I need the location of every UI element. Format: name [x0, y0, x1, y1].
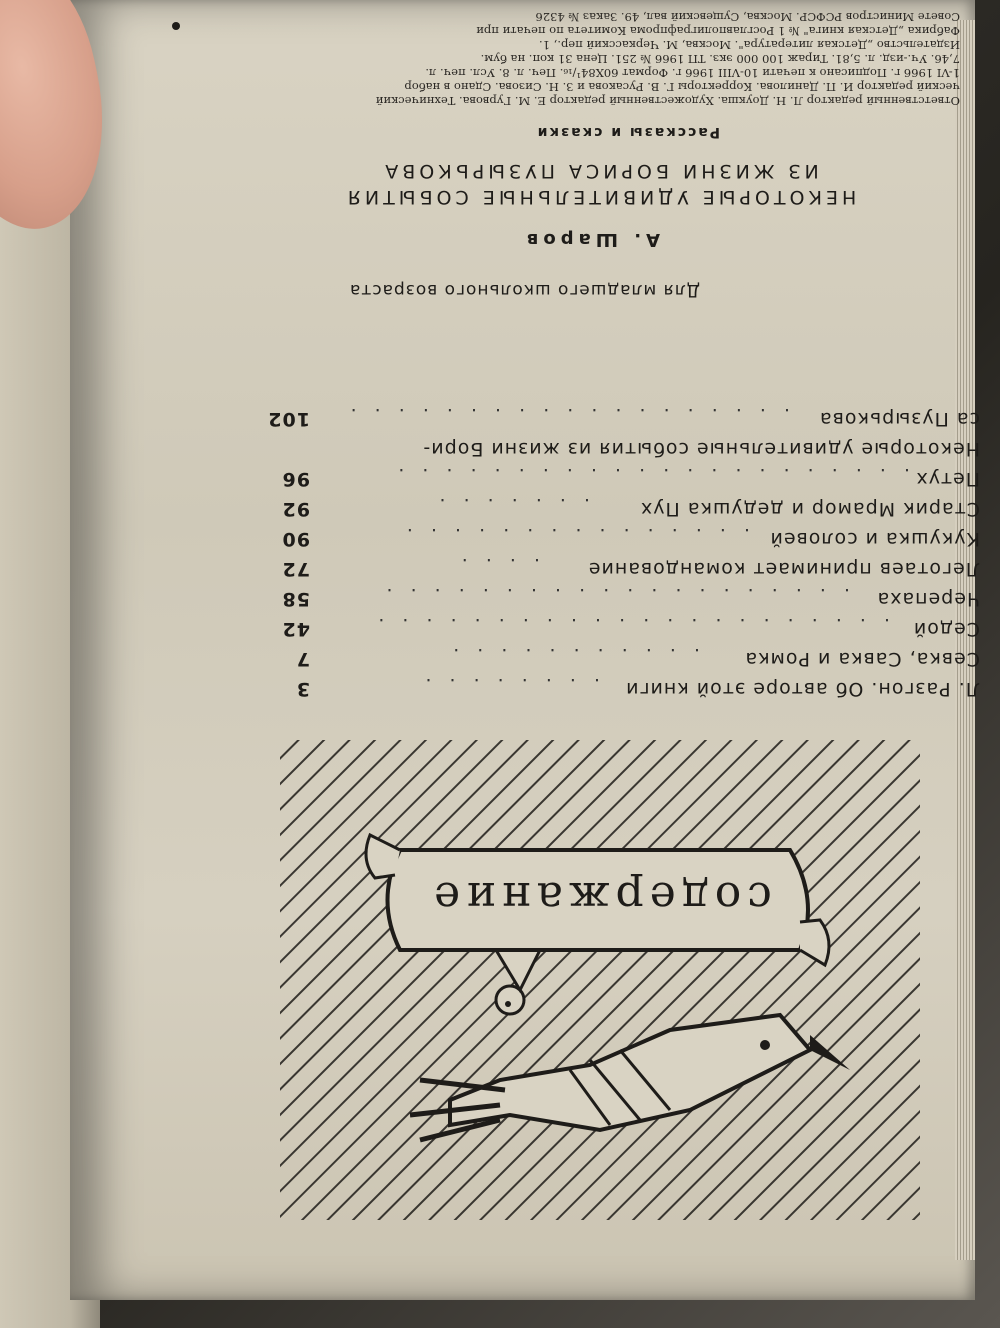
toc-entry [200, 400, 1000, 430]
toc-entry [200, 460, 1000, 490]
book-title-line2: ИЗ ЖИЗНИ БОРИСА ПУЗЫРЬКОВА [381, 160, 819, 182]
toc-entry-page-number: 3 [295, 678, 310, 700]
imprint-line: Издательство „Детская литература". Москва, М. Черкасский пер., 1. [539, 38, 960, 52]
toc-entry-page-number: 90 [281, 528, 310, 550]
book-title-line1: НЕКОТОРЫЕ УДИВИТЕЛЬНЫЕ СОБЫТИЯ [343, 186, 857, 208]
toc-entry-leader-dots: . . . . . . . . . . . . . . . . . . . . [380, 584, 850, 606]
toc-entry [200, 430, 1000, 460]
toc-entry-page-number: 58 [281, 588, 310, 610]
toc-entry-title: Севка, Савка и Ромка [744, 648, 980, 670]
bird-and-scroll-drawing [280, 730, 920, 1240]
toc-entry-leader-dots: . . . . . . . . . . . . . . . . . . . [344, 404, 790, 426]
toc-entry-page-number: 42 [281, 618, 310, 640]
toc-entry-leader-dots: . . . . . . . . . . . [447, 644, 700, 666]
toc-entry [200, 550, 1000, 580]
contents-heading: содержание [428, 872, 772, 923]
toc-entry-page-number: 7 [295, 648, 310, 670]
toc-entry-leader-dots: . . . . . . . . . . . . . . . [400, 524, 750, 546]
toc-entry-title: Кукушка и соловей [769, 528, 980, 550]
toc-entry [200, 490, 1000, 520]
genre-line: Рассказы и сказки [535, 124, 720, 140]
imprint-line: ческий редактор И. П. Данилова. Корректоры Г. В. Русакова и З. Н. Сизова. Сдано в набор [404, 80, 960, 94]
toc-entry-page-number: 96 [281, 468, 310, 490]
toc-entry-leader-dots: . . . . . . . . . . . . . . . . . . . . . . [392, 464, 910, 486]
imprint-block [200, 10, 960, 108]
toc-entry [200, 640, 1000, 670]
toc-entry [200, 520, 1000, 550]
imprint-line: Ответственный редактор Л. Н. Доукша. Художественный редактор Е. М. Гурвова. Технический [375, 94, 960, 108]
toc-entry [200, 610, 1000, 640]
toc-entry-title: са Пузырькова [819, 408, 980, 430]
toc-entry-title: Л. Разгон. Об авторе этой книги [625, 678, 980, 700]
toc-entry-leader-dots: . . . . . . . . [419, 674, 600, 696]
toc-entry-title: Петух [915, 468, 980, 490]
page-dot [172, 22, 180, 30]
toc-entry-title: Старик Мрамор и дедушка Пух [640, 498, 980, 520]
toc-entry-title: Некоторые удивительные события из жизни Бори- [422, 438, 980, 460]
toc-entry [200, 580, 1000, 610]
imprint-line: Совете Министров РСФСР. Москва, Сущевский вал, 49. Заказ № 4326 [535, 10, 960, 24]
hatched-background [280, 740, 920, 1220]
book-title [320, 158, 880, 210]
toc-entry-title: Леготаев принимает командование [587, 558, 980, 580]
imprint-line: 1-VI 1966 г. Подписано к печати 10-VIII 1966 г. Формат 60X84¹/₁₆. Печ. л. 8. Усл. печ. л. [425, 66, 960, 80]
imprint-line: 7,46. Уч.-изд. л. 5,81. Тираж 100 000 экз. ТП 1966 № 251. Цена 31 коп. на бум. [480, 52, 960, 66]
author-name: А. Шаров [521, 229, 660, 250]
book-page [70, 0, 980, 1300]
toc-entry-page-number: 72 [281, 558, 310, 580]
toc-entry-leader-dots: . . . . . . . [433, 494, 590, 516]
heading-illustration [200, 720, 1000, 1240]
audience-line: Для младшего школьного возраста [348, 280, 700, 300]
toc-entry [200, 670, 1000, 700]
toc-entry-title: Седой [912, 618, 980, 640]
scroll-banner [366, 835, 829, 965]
toc-entry-page-number: 92 [281, 498, 310, 520]
toc-entry-leader-dots: . . . . . . . . . . . . . . . . . . . . . . [372, 614, 890, 636]
toc-entry-page-number: 102 [267, 408, 310, 430]
toc-entry-leader-dots: . . . . [455, 554, 540, 576]
toc-entry-title: Черепаха [876, 588, 980, 610]
imprint-line: Фабрика „Детская книга" № 1 Росглавполиграфпрома Комитета по печати при [476, 24, 960, 38]
table-of-contents [200, 400, 1000, 700]
rotated-page-content [200, 10, 1000, 1260]
